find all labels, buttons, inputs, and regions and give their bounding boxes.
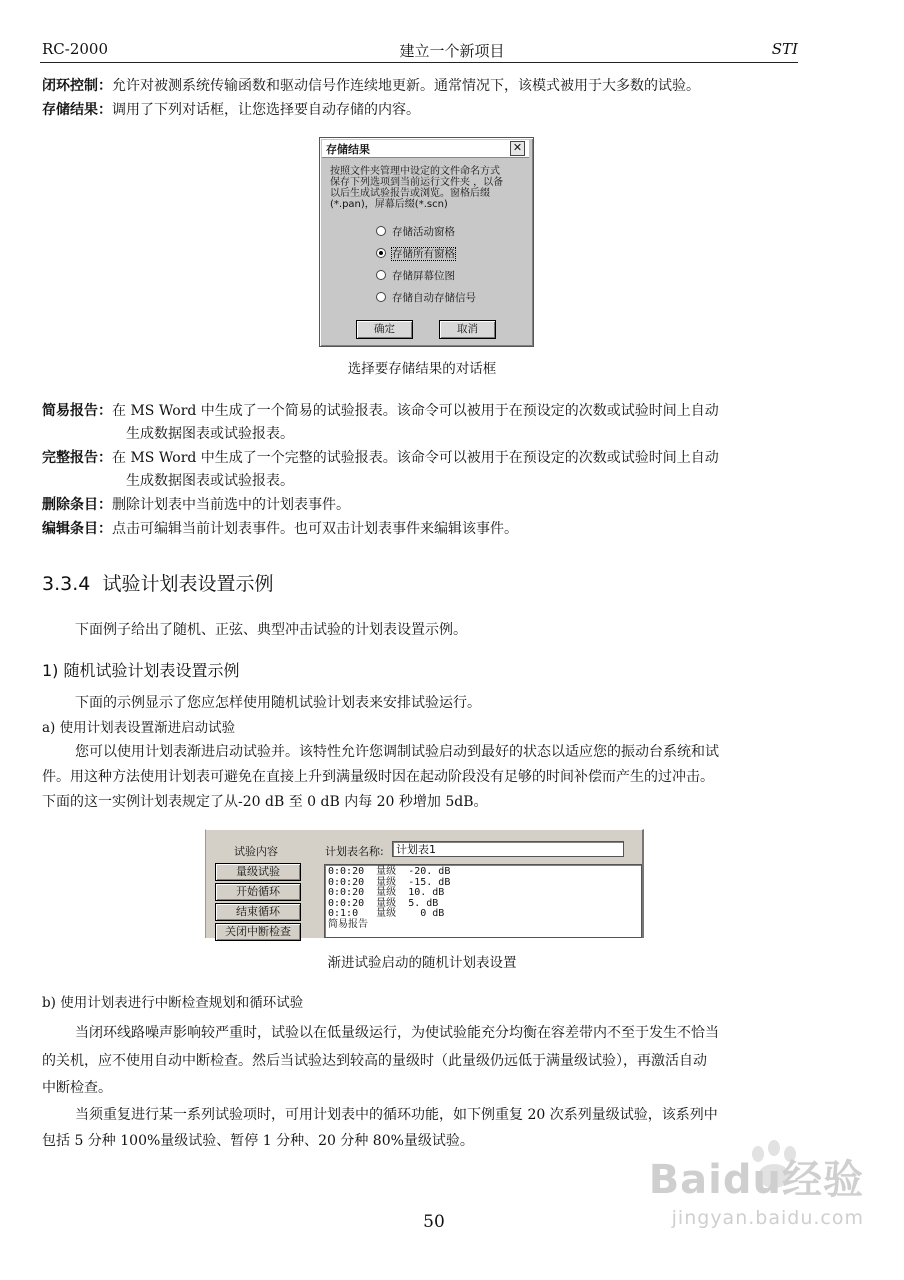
figure-caption-dialog: 选择要存储结果的对话框 bbox=[347, 361, 497, 377]
subsection-heading: 1) 随机试验计划表设置示例 bbox=[42, 661, 240, 680]
radio-label: 存储自动存储信号 bbox=[392, 292, 476, 304]
cancel-button[interactable]: 取消 bbox=[439, 320, 496, 339]
term-text: 在 MS Word 中生成了一个简易的试验报表。该命令可以被用于在预设定的次数或试验时间上自动 bbox=[112, 403, 719, 419]
header-title: 建立一个新项目 bbox=[399, 42, 505, 60]
paragraph-line: 中断检查。 bbox=[42, 1080, 112, 1096]
page-number: 50 bbox=[423, 1212, 445, 1232]
term-label: 完整报告： bbox=[42, 450, 112, 466]
header-left: RC-2000 bbox=[42, 40, 109, 58]
figure-caption-schedule: 渐进试验启动的随机计划表设置 bbox=[327, 955, 517, 971]
definition-simple-report bbox=[42, 402, 719, 420]
schedule-name-input[interactable]: 计划表1 bbox=[392, 841, 624, 857]
close-icon[interactable]: ✕ bbox=[510, 141, 525, 156]
paragraph-line: 当闭环线路噪声影响较严重时，试验以在低量级运行，为使试验能充分均衡在容差带内不至于发生不恰当 bbox=[75, 1025, 719, 1041]
term-text: 调用了下列对话框，让您选择要自动存储的内容。 bbox=[112, 102, 420, 118]
term-text: 允许对被测系统传输函数和驱动信号作连续地更新。通常情况下，该模式被用于大多数的试验。 bbox=[112, 78, 700, 94]
definition-continuation: 生成数据图表或试验报表。 bbox=[126, 473, 294, 489]
term-label: 简易报告： bbox=[42, 403, 112, 419]
schedule-name-label: 计划表名称: bbox=[325, 845, 384, 858]
list-item[interactable]: 0:0:20 量级 10. dB bbox=[328, 887, 445, 898]
definition-continuation: 生成数据图表或试验报表。 bbox=[126, 426, 294, 442]
term-label: 存储结果： bbox=[42, 102, 112, 118]
term-label: 删除条目： bbox=[42, 497, 112, 513]
radio-icon bbox=[376, 226, 386, 236]
list-item[interactable]: 0:0:20 量级 -15. dB bbox=[328, 876, 451, 888]
watermark-url: jingyan.baidu.com bbox=[671, 1207, 864, 1229]
paragraph-line: 下面的这一实例计划表规定了从-20 dB 至 0 dB 内每 20 秒增加 5dB。 bbox=[42, 794, 488, 810]
subsection-intro: 下面的示例显示了您应怎样使用随机试验计划表来安排试验运行。 bbox=[75, 695, 481, 711]
start-loop-button[interactable]: 开始循环 bbox=[215, 883, 301, 901]
list-item[interactable]: 0:1:0 量级 0 dB bbox=[328, 908, 445, 919]
radio-label: 存储活动窗格 bbox=[392, 226, 455, 238]
radio-option-autosave-signal[interactable] bbox=[376, 291, 476, 305]
item-b-heading: b) 使用计划表进行中断检查规划和循环试验 bbox=[42, 995, 304, 1011]
definition-edit-entry bbox=[42, 520, 518, 538]
item-a-heading: a) 使用计划表设置渐进启动试验 bbox=[42, 720, 236, 736]
store-results-dialog bbox=[319, 137, 534, 347]
paragraph-line: 件。用这种方法使用计划表可避免在直接上升到满量级时因在起动阶段没有足够的时间补偿而产生的过冲击。 bbox=[42, 769, 714, 785]
header-rule bbox=[40, 62, 798, 63]
paragraph-line: 的关机，应不使用自动中断检查。然后当试验达到较高的量级时（此量级仍远低于满量级试验），再激活自动 bbox=[42, 1053, 707, 1069]
radio-selected-icon bbox=[376, 248, 386, 258]
definition-closed-loop bbox=[42, 77, 700, 95]
term-text: 删除计划表中当前选中的计划表事件。 bbox=[112, 497, 350, 513]
ok-button[interactable]: 确定 bbox=[356, 320, 413, 339]
definition-delete-entry bbox=[42, 496, 350, 514]
radio-icon bbox=[376, 270, 386, 280]
paragraph-line: 您可以使用计划表渐进启动试验并。该特性允许您调制试验启动到最好的状态以适应您的振动台系统和试 bbox=[75, 744, 719, 760]
paragraph-line: 当须重复进行某一系列试验项时，可用计划表中的循环功能，如下例重复 20 次系列量级试验，该系列中 bbox=[75, 1107, 718, 1123]
radio-option-active-pane[interactable] bbox=[376, 225, 455, 239]
definition-store-results bbox=[42, 101, 420, 119]
schedule-event-list[interactable] bbox=[324, 864, 642, 938]
paragraph-line: 包括 5 分种 100%量级试验、暂停 1 分种、20 分种 80%量级试验。 bbox=[42, 1133, 474, 1149]
section-heading bbox=[42, 569, 273, 596]
dialog-title: 存储结果 bbox=[326, 143, 370, 156]
section-intro: 下面例子给出了随机、正弦、典型冲击试验的计划表设置示例。 bbox=[75, 622, 467, 638]
schedule-panel bbox=[205, 829, 644, 938]
dialog-description: 按照文件夹管理中设定的文件命名方式 保存下列选项到当前运行文件夹 ，以备 以后生成试验报告或浏览。窗格后缀 (*.pan)，屏幕后缀(*.scn) bbox=[330, 166, 504, 210]
radio-label: 存储屏幕位图 bbox=[392, 270, 455, 282]
list-item[interactable]: 0:0:20 量级 5. dB bbox=[328, 897, 439, 909]
section-title: 试验计划表设置示例 bbox=[102, 573, 274, 595]
radio-option-all-panes[interactable] bbox=[376, 247, 455, 261]
term-label: 编辑条目： bbox=[42, 521, 112, 537]
term-label: 闭环控制： bbox=[42, 78, 112, 94]
term-text: 点击可编辑当前计划表事件。也可双击计划表事件来编辑该事件。 bbox=[112, 521, 518, 537]
level-test-button[interactable]: 量级试验 bbox=[215, 863, 301, 881]
list-item[interactable]: 简易报告 bbox=[328, 918, 368, 930]
list-item[interactable]: 0:0:20 量级 -20. dB bbox=[328, 866, 451, 877]
dialog-titlebar bbox=[322, 140, 529, 158]
definition-full-report bbox=[42, 449, 719, 467]
section-number: 3.3.4 bbox=[42, 573, 91, 595]
test-content-label: 试验内容 bbox=[234, 845, 278, 858]
term-text: 在 MS Word 中生成了一个完整的试验报表。该命令可以被用于在预设定的次数或试验时间上自动 bbox=[112, 450, 719, 466]
end-loop-button[interactable]: 结束循环 bbox=[215, 903, 301, 921]
radio-option-screen-bitmap[interactable] bbox=[376, 269, 455, 283]
radio-label: 存储所有窗格 bbox=[392, 248, 455, 260]
header-right: STI bbox=[771, 40, 798, 58]
disable-abort-check-button[interactable]: 关闭中断检查 bbox=[215, 923, 301, 941]
watermark-main: Baidu经验 bbox=[648, 1157, 864, 1203]
radio-icon bbox=[376, 292, 386, 302]
